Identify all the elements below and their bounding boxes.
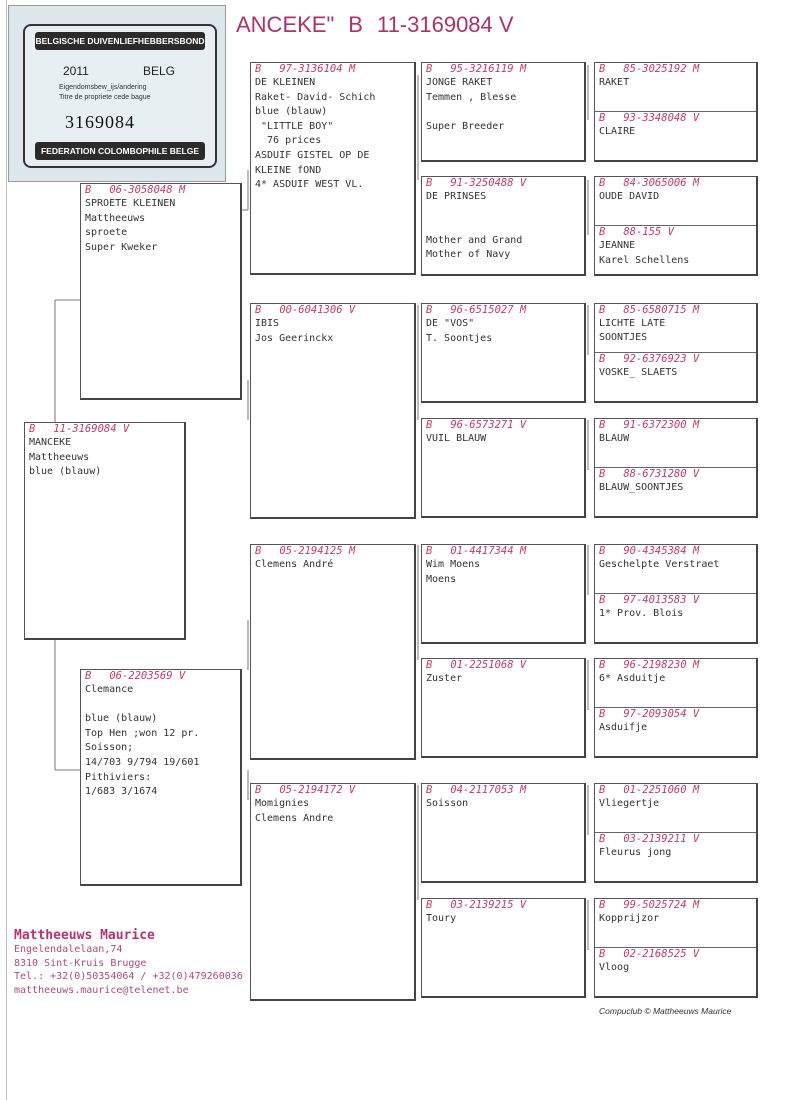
box-ring: 96-6515027 M <box>450 304 527 316</box>
box-line: 4* ASDUIF WEST VL. <box>255 179 364 191</box>
box-line: Clemens André <box>255 559 334 570</box>
owner-city: 8310 Sint-Kruis Brugge <box>14 957 147 969</box>
box-line: Toury <box>426 913 457 924</box>
box-country: B <box>426 659 433 671</box>
pair-divider <box>595 467 756 496</box>
box-country: B <box>599 419 606 431</box>
owner-phone: Tel.: +32(0)50354064 / +32(0)479260036 <box>14 971 243 982</box>
box-line: JEANNE <box>599 240 636 251</box>
pedigree-box-pair-2 <box>594 176 758 276</box>
box-country: B <box>255 63 262 75</box>
box-header <box>422 419 584 432</box>
box-line: Top Hen ;won 12 pr. <box>85 727 200 739</box>
box-ring: 93-3348048 V <box>623 112 700 124</box>
box-ring: 91-6372300 M <box>623 419 700 431</box>
pedigree-box-pair-7 <box>594 783 758 883</box>
pedigree-box-pair-4 <box>594 418 758 518</box>
pair-divider <box>595 352 756 381</box>
box-line: Pithiviers: <box>85 771 152 783</box>
box-line: Mattheeuws <box>85 212 146 224</box>
pedigree-box-pair-3 <box>594 303 758 403</box>
owner-block <box>14 928 243 997</box>
pair-divider <box>595 593 756 622</box>
box-line: Kopprijzor <box>599 913 660 924</box>
pedigree-box-sire <box>80 183 242 400</box>
box-line: DE PRINSES <box>426 191 487 202</box>
box-ring: 85-3025192 M <box>623 63 700 75</box>
box-line: Soisson; <box>85 742 134 754</box>
box-header <box>422 659 584 672</box>
box-line: LICHTE LATE <box>599 318 666 329</box>
box-country: B <box>426 419 433 431</box>
pedigree-box-dsd <box>421 658 586 758</box>
pedigree-box-pair-8 <box>594 898 758 998</box>
box-ring: 84-3065006 M <box>623 177 700 189</box>
box-ring: 99-5025724 M <box>623 899 700 911</box>
box-line: DE KLEINEN <box>255 77 316 88</box>
box-line: 1* Prov. Blois <box>599 608 684 619</box>
title-country: B <box>348 12 363 37</box>
pair-divider <box>595 707 756 736</box>
box-header <box>595 948 756 961</box>
pedigree-box-dss <box>421 544 586 644</box>
pedigree-box-subject <box>24 422 186 640</box>
box-header <box>422 177 584 190</box>
box-line: blue (blauw) <box>255 106 328 118</box>
box-ring: 96-6573271 V <box>450 419 527 431</box>
box-line: Momignies <box>255 798 310 809</box>
box-country: B <box>599 304 606 316</box>
box-header <box>595 468 756 481</box>
box-ring: 05-2194125 M <box>279 545 356 557</box>
box-line: 76 prices <box>255 135 322 147</box>
box-country: B <box>426 899 433 911</box>
stamp-country: BELG <box>143 64 176 78</box>
pedigree-box-sds <box>421 303 586 403</box>
box-ring: 85-6580715 M <box>623 304 700 316</box>
title-name: ANCEKE" <box>236 12 335 37</box>
box-line: Vloog <box>599 962 630 973</box>
pedigree-box-dds <box>421 783 586 883</box>
box-header <box>595 833 756 846</box>
box-country: B <box>599 468 606 480</box>
box-line: blue (blauw) <box>29 466 102 478</box>
box-ring: 06-2203569 V <box>109 670 186 682</box>
box-line: sproete <box>85 227 128 239</box>
box-country: B <box>599 226 606 238</box>
pedigree-box-sdd <box>421 418 586 518</box>
box-line: Zuster <box>426 673 463 684</box>
box-ring: 92-6376923 V <box>623 353 700 365</box>
box-country: B <box>29 423 36 435</box>
box-line: Clemens Andre <box>255 812 334 824</box>
box-line: RAKET <box>599 77 630 88</box>
box-header <box>595 112 756 125</box>
box-line: Vliegertje <box>599 798 660 809</box>
box-header <box>422 304 584 317</box>
box-header <box>595 226 756 239</box>
box-ring: 06-3058048 M <box>109 184 186 196</box>
box-line: Mattheeuws <box>29 451 90 463</box>
box-line: ASDUIF GISTEL OP DE <box>255 149 370 161</box>
box-header <box>595 419 756 432</box>
box-country: B <box>426 784 433 796</box>
box-header <box>422 784 584 797</box>
box-line: Raket- David- Schich <box>255 91 376 103</box>
box-country: B <box>599 659 606 671</box>
box-line: Geschelpte Verstraet <box>599 559 720 570</box>
box-country: B <box>599 708 606 720</box>
box-line: DE "VOS" <box>426 318 475 329</box>
box-header <box>595 304 756 317</box>
pedigree-box-pair-6 <box>594 658 758 758</box>
box-line: VOSKE_ SLAETS <box>599 367 678 378</box>
box-header <box>422 63 584 76</box>
box-country: B <box>255 304 262 316</box>
box-line: IBIS <box>255 318 280 329</box>
box-ring: 05-2194172 V <box>279 784 356 796</box>
box-header <box>422 545 584 558</box>
box-country: B <box>599 948 606 960</box>
stamp-year: 2011 <box>63 64 89 78</box>
box-country: B <box>255 784 262 796</box>
box-header <box>595 353 756 366</box>
box-ring: 01-2251068 V <box>450 659 527 671</box>
box-country: B <box>426 304 433 316</box>
box-line: BLAUW_SOONTJES <box>599 482 684 493</box>
box-header <box>422 899 584 912</box>
box-header <box>595 594 756 607</box>
box-country: B <box>599 353 606 365</box>
page-title <box>236 12 528 38</box>
box-country: B <box>599 899 606 911</box>
box-country: B <box>599 63 606 75</box>
stamp-line2: Titre de propriete cede bague <box>59 94 151 101</box>
box-line: Wim Moens <box>426 559 481 570</box>
box-country: B <box>85 670 92 682</box>
pedigree-box-dam-sire <box>250 544 416 760</box>
box-ring: 04-2117053 M <box>450 784 527 796</box>
box-ring: 02-2168525 V <box>623 948 700 960</box>
box-country: B <box>599 833 606 845</box>
box-line: Karel Schellens <box>599 254 690 266</box>
stamp-line1: Eigendomsbew_ijs/andering <box>59 84 147 91</box>
box-ring: 03-2139211 V <box>623 833 700 845</box>
box-line: Super Kweker <box>85 241 158 253</box>
box-line: JONGE RAKET <box>426 77 493 88</box>
box-line: KLEINE fOND <box>255 164 322 176</box>
pedigree-box-dam-dam <box>250 783 416 1001</box>
box-line <box>81 698 240 713</box>
owner-street: Engelendalelaan,74 <box>14 944 123 955</box>
box-line <box>422 205 584 220</box>
box-ring: 03-2139215 V <box>450 899 527 911</box>
box-header <box>595 708 756 721</box>
box-line: Temmen , Blesse <box>426 91 517 103</box>
box-line: OUDE DAVID <box>599 191 660 202</box>
box-header <box>251 63 414 76</box>
stamp-top-band: BELGISCHE DUIVENLIEFHEBBERSBOND <box>35 32 205 50</box>
box-ring: 96-2198230 M <box>623 659 700 671</box>
box-line <box>422 219 584 234</box>
box-header <box>595 545 756 558</box>
box-header <box>251 304 414 317</box>
box-country: B <box>426 545 433 557</box>
pair-divider <box>595 832 756 861</box>
box-line: Mother of Navy <box>426 249 511 261</box>
stamp-ring: 3169084 <box>65 112 135 132</box>
page-edge <box>6 0 7 1100</box>
box-line: "LITTLE BOY" <box>255 120 334 132</box>
pedigree-box-sire-sire <box>250 62 416 275</box>
box-line: Jos Geerinckx <box>255 332 334 344</box>
box-ring: 90-4345384 M <box>623 545 700 557</box>
box-ring: 01-2251060 M <box>623 784 700 796</box>
pedigree-box-ssd <box>421 176 586 276</box>
box-line: SOONTJES <box>599 331 648 343</box>
box-ring: 97-2093054 V <box>623 708 700 720</box>
pair-divider <box>595 947 756 976</box>
pedigree-box-dam <box>80 669 242 886</box>
title-ring: 11-3169084 V <box>376 12 514 37</box>
box-line: SPROETE KLEINEN <box>85 198 176 209</box>
box-line: 6* Asduitje <box>599 673 666 684</box>
box-header <box>81 184 240 197</box>
box-ring: 01-4417344 M <box>450 545 527 557</box>
box-country: B <box>599 112 606 124</box>
pedigree-box-pair-1 <box>594 62 758 162</box>
box-country: B <box>599 784 606 796</box>
box-ring: 97-4013583 V <box>623 594 700 606</box>
box-ring: 00-6041306 V <box>279 304 356 316</box>
box-line: MANCEKE <box>29 437 72 448</box>
box-line: Asduifje <box>599 722 648 733</box>
box-header <box>251 545 414 558</box>
box-line: blue (blauw) <box>85 713 158 725</box>
box-header <box>595 177 756 190</box>
box-ring: 97-3136104 M <box>279 63 356 75</box>
box-header <box>595 899 756 912</box>
box-ring: 91-3250488 V <box>450 177 527 189</box>
box-ring: 95-3216119 M <box>450 63 527 75</box>
box-country: B <box>255 545 262 557</box>
box-line: BLAUW <box>599 433 630 444</box>
box-line: Soisson <box>426 798 469 809</box>
box-country: B <box>426 177 433 189</box>
pair-divider <box>595 111 756 140</box>
owner-name: Mattheeuws Maurice <box>14 928 155 943</box>
owner-email[interactable]: mattheeuws.maurice@telenet.be <box>14 984 189 996</box>
pair-divider <box>595 225 756 268</box>
box-line: 14/703 9/794 19/601 <box>85 756 200 768</box>
box-line: Mother and Grand <box>426 234 523 246</box>
box-country: B <box>599 177 606 189</box>
box-country: B <box>599 594 606 606</box>
ownership-stamp <box>8 5 226 182</box>
box-line: Fleurus jong <box>599 847 672 858</box>
box-line <box>422 105 584 120</box>
box-line: Moens <box>426 573 457 585</box>
stamp-bottom-band: FEDERATION COLOMBOPHILE BELGE <box>35 142 205 160</box>
box-header <box>595 659 756 672</box>
box-header <box>595 784 756 797</box>
box-line: Clemance <box>85 684 134 695</box>
box-country: B <box>599 545 606 557</box>
box-line: CLAIRE <box>599 126 636 137</box>
pedigree-box-ddd <box>421 898 586 998</box>
box-header <box>81 670 240 683</box>
box-line: VUIL BLAUW <box>426 433 487 444</box>
box-header <box>251 784 414 797</box>
box-header <box>25 423 184 436</box>
box-ring: 88-6731280 V <box>623 468 700 480</box>
box-line: Super Breeder <box>426 120 505 132</box>
box-line: T. Soontjes <box>426 332 493 344</box>
box-line: 1/683 3/1674 <box>85 786 158 798</box>
box-country: B <box>85 184 92 196</box>
box-header <box>595 63 756 76</box>
pedigree-box-sire-dam <box>250 303 416 519</box>
box-country: B <box>426 63 433 75</box>
box-ring: 88-155 V <box>623 226 674 238</box>
pedigree-box-pair-5 <box>594 544 758 644</box>
pedigree-box-sss <box>421 62 586 162</box>
footer-credit: Compuclub © Mattheeuws Maurice <box>599 1006 732 1016</box>
box-ring: 11-3169084 V <box>53 423 130 435</box>
stamp-frame <box>23 24 217 168</box>
